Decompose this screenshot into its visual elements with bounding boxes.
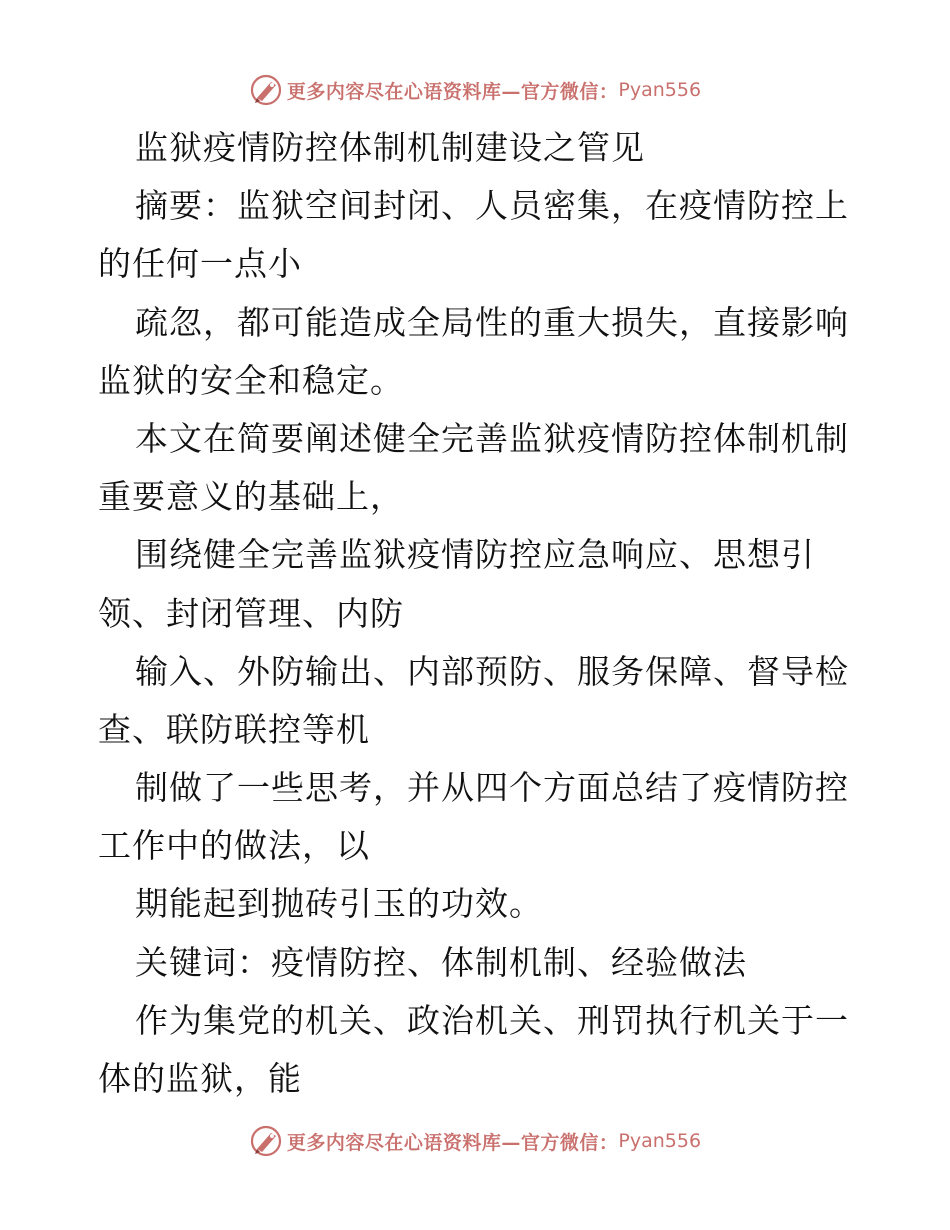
text-line: 作为集党的机关、政治机关、刑罚执行机关于一: [135, 1000, 849, 1040]
text-line: 监狱疫情防控体制机制建设之管见: [135, 128, 645, 167]
text-line: 疏忽，都可能造成全局性的重大损失，直接影响: [135, 302, 849, 342]
text-line: 关键词：疫情防控、体制机制、经验做法: [135, 942, 747, 982]
banner-promo-text: 更多内容尽在心语资料库—官方微信：: [286, 80, 619, 103]
footer-watermark-banner: [0, 1121, 950, 1161]
pen-logo-icon: [249, 1124, 283, 1158]
text-line: 体的监狱，能: [98, 1059, 302, 1098]
document-body: [98, 119, 858, 1108]
text-line: 工作中的做法，以: [98, 826, 370, 866]
text-line: 重要意义的基础上，: [98, 477, 404, 517]
text-line: 的任何一点小: [98, 244, 302, 284]
text-line: 查、联防联控等机: [98, 709, 370, 749]
banner-promo-text: 更多内容尽在心语资料库—官方微信：: [286, 1131, 619, 1154]
text-line: 围绕健全完善监狱疫情防控应急响应、思想引: [135, 535, 815, 575]
text-line: 本文在简要阐述健全完善监狱疫情防控体制机制: [135, 418, 849, 458]
header-watermark-banner: [0, 70, 950, 110]
banner-wechat-id: Pyan556: [618, 1130, 702, 1152]
text-line: 摘要：监狱空间封闭、人员密集，在疫情防控上: [135, 186, 849, 226]
text-line: 监狱的安全和稳定。: [98, 360, 404, 400]
banner-wechat-id: Pyan556: [618, 79, 702, 101]
text-line: 领、封闭管理、内防: [98, 593, 404, 633]
text-line: 期能起到抛砖引玉的功效。: [135, 884, 543, 924]
text-line: 输入、外防输出、内部预防、服务保障、督导检: [135, 651, 849, 691]
pen-logo-icon: [249, 73, 283, 107]
text-line: 制做了一些思考，并从四个方面总结了疫情防控: [135, 768, 849, 808]
